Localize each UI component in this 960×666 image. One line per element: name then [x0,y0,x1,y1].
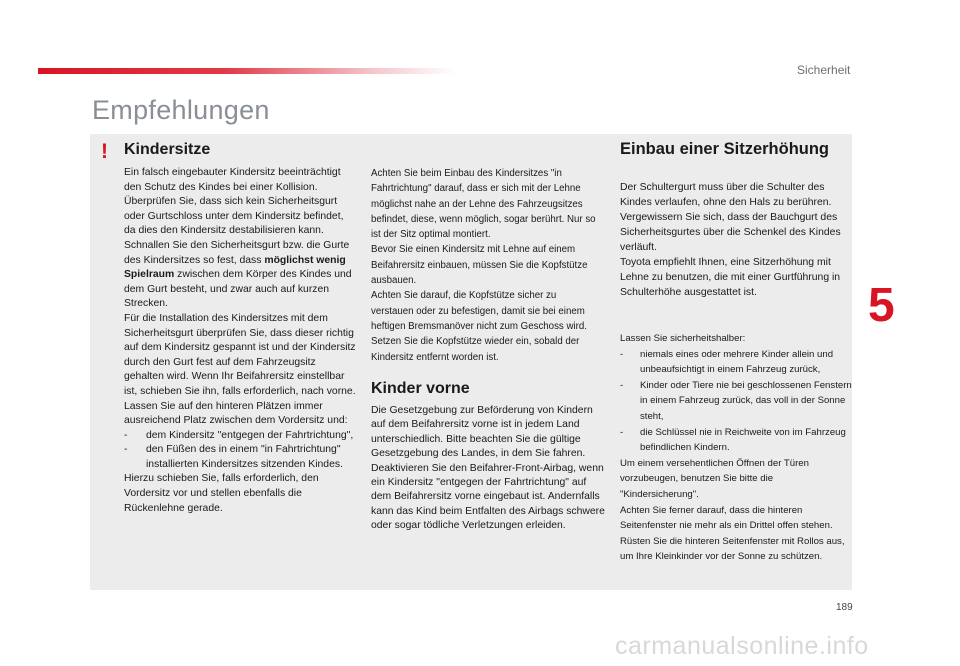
list-item-text: Kinder oder Tiere nie bei geschlossenen Fenstern in einem Fahrzeug zurück, das voll in der Sonne steht, [640,379,852,422]
list-item [124,443,356,472]
emphasis-text: möglichst wenig Spielraum [124,254,346,281]
list-item-text: niemals eines oder mehrere Kinder allein und unbeaufsichtigt in einem Fahrzeug zurück, [640,348,834,376]
bullet-dash: - [620,426,624,438]
list-item [620,378,852,425]
kindersitze-text [124,166,356,516]
text-span: zwischen dem Körper des Kindes und dem Gurt besteht, und zwar auch auf kurzen Strecken. [124,269,352,310]
paragraph: Deaktivieren Sie den Beifahrer-Front-Airbag, wenn ein Kindersitz "entgegen der Fahrtrichtung" auf dem Beifahrersitz vorne eingebaut ist. Andernfalls kann das Kind beim Entfalten des Airbags schwere oder sogar tödliche Verletzungen erleiden. [371,462,605,532]
bullet-list [124,429,356,473]
bullet-dash: - [620,379,624,391]
einbau-text [620,180,852,300]
paragraph: Für die Installation des Kindersitzes mit dem Sicherheitsgurt überprüfen Sie, dass dieser richtig auf dem Kindersitz gespannt ist und der Kindersitz durch den Gurt fest auf dem Fahrzeugsitz gehalten wird. Wenn Ihr Beifahrersitz einstellbar ist, schieben Sie ihn, falls erforderlich, nach vorne. [124,312,356,397]
bullet-dash: - [620,348,624,360]
list-item-text: dem Kindersitz "entgegen der Fahrtrichtung", [146,429,354,441]
paragraph: Bevor Sie einen Kindersitz mit Lehne auf einem Beifahrersitz einbauen, müssen Sie die Kopfstütze ausbauen. [371,244,588,287]
chapter-number: 5 [868,279,895,332]
paragraph: Achten Sie darauf, die Kopfstütze sicher zu verstauen oder zu befestigen, damit sie bei einem heftigen Bremsmanöver nicht zum Geschoss wird. [371,290,587,332]
list-item-text: die Schlüssel nie in Reichweite von im Fahrzeug befindlichen Kindern. [640,426,846,454]
bullet-dash: - [124,444,128,456]
kindersitze-hinweise-text [371,166,601,365]
paragraph: Die Gesetzgebung zur Beförderung von Kindern auf dem Beifahrersitz vorne ist in jedem Land unterschiedlich. Bitte beachten Sie die gültige Gesetzgebung des Landes, in dem Sie fahren. [371,405,593,460]
paragraph: Hierzu schieben Sie, falls erforderlich, den Vordersitz vor und stellen ebenfalls die Rückenlehne gerade. [124,473,319,514]
section-label: Sicherheit [797,63,851,77]
kinder-vorne-text [371,404,605,534]
text-span: Schnallen Sie den Sicherheitsgurt bzw. die Gurte des Kindersitzes so fest, dass [124,239,350,266]
paragraph [124,239,356,312]
paragraph: Lassen Sie auf den hinteren Plätzen immer ausreichend Platz zwischen dem Vordersitz und: [124,400,348,427]
list-item [620,425,852,456]
paragraph: Ein falsch eingebauter Kindersitz beeinträchtigt den Schutz des Kindes bei einer Kollision. [124,167,341,193]
list-item [124,429,356,444]
paragraph: Lassen Sie sicherheitshalber: [620,333,746,344]
heading-kinder-vorne: Kinder vorne [371,380,470,397]
heading-einbau-sitzerhoehung: Einbau einer Sitzerhöhung [620,140,830,158]
paragraph: Toyota empfiehlt Ihnen, eine Sitzerhöhung mit Lehne zu benutzen, die mit einer Gurtführung in Schulterhöhe ausgestattet ist. [620,257,841,298]
bullet-dash: - [124,429,128,441]
list-item-text: den Füßen des in einem "in Fahrtrichtung" installierten Kindersitzes sitzenden Kindes. [146,444,343,470]
heading-kindersitze: Kindersitze [124,141,211,158]
page-title: Empfehlungen [92,95,270,125]
list-item [620,347,852,378]
bullet-list [620,347,852,456]
paragraph: Setzen Sie die Kopfstütze wieder ein, sobald der Kindersitz entfernt worden ist. [371,336,580,363]
paragraph: Achten Sie beim Einbau des Kindersitzes "in Fahrtrichtung" darauf, dass er sich mit der Lehne möglichst nahe an der Lehne des Fahrzeugsitzes befindet, diese, wenn möglich, sogar berührt. Nur so ist der Sitz optimal montiert. [371,168,596,241]
paragraph: Achten Sie ferner darauf, dass die hinteren Seitenfenster nie mehr als ein Drittel offen stehen. [620,504,833,532]
paragraph: Rüsten Sie die hinteren Seitenfenster mit Rollos aus, um Ihre Kleinkinder vor der Sonne zu schützen. [620,535,845,563]
paragraph: Der Schultergurt muss über die Schulter des Kindes verlaufen, ohne den Hals zu berühren. Vergewissern Sie sich, dass der Bauchgurt des Sicherheitsgurtes über die Schenkel des Kindes verläuft. [620,182,841,253]
watermark-text: carmanualsonline.info [615,632,869,660]
warning-exclamation-icon: ! [101,140,108,163]
paragraph: Um einem versehentlichen Öffnen der Türen vorzubeugen, benutzen Sie bitte die "Kindersicherung". [620,457,809,500]
paragraph: Überprüfen Sie, dass sich kein Sicherheitsgurt oder Gurtschloss unter dem Kindersitz befindet, da dies den Kindersitz destabilisieren kann. [124,196,344,237]
sicherheitshinweise-text [620,331,852,565]
header-accent-bar [38,68,456,74]
page-number: 189 [836,602,853,613]
